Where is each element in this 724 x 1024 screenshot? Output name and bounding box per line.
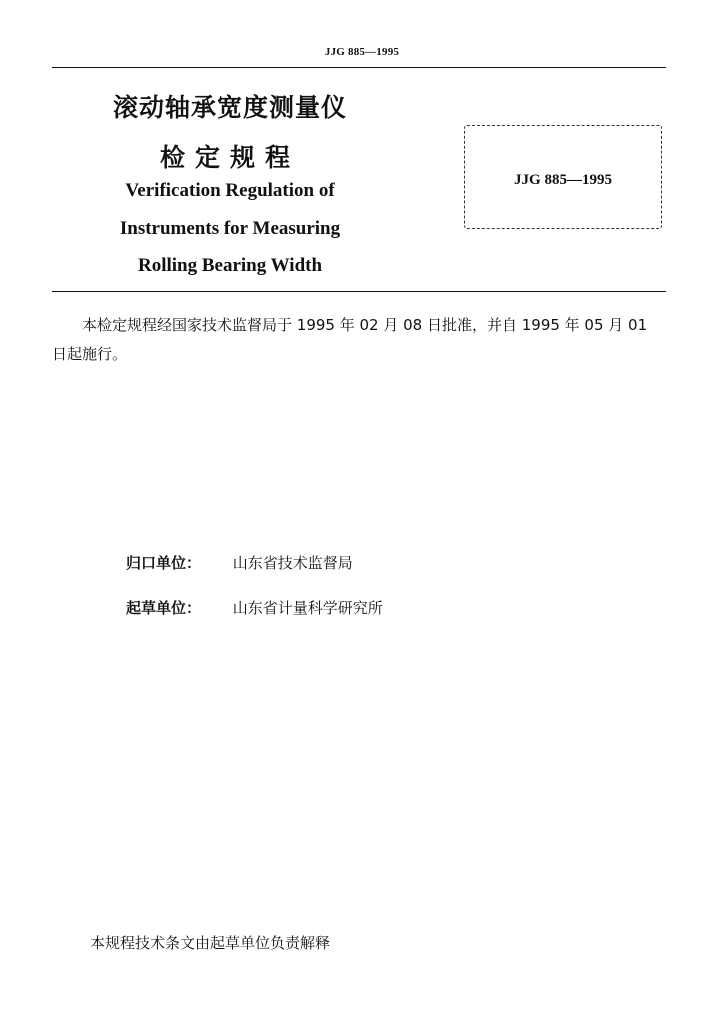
title-chinese-line1: 滚动轴承宽度测量仪 — [112, 93, 347, 122]
footer-interpretation-note: 本规程技术条文由起草单位负责解释 — [90, 934, 331, 952]
responsible-unit-value: 山东省技术监督局 — [232, 554, 353, 572]
top-divider — [52, 67, 666, 68]
drafting-unit-row — [126, 597, 383, 618]
header-standard-code: JJG 885—1995 — [324, 46, 400, 58]
responsible-unit-label: 归口单位： — [126, 554, 202, 572]
responsible-unit-row — [126, 552, 353, 573]
standard-code-box-text: JJG 885—1995 — [514, 172, 612, 188]
middle-divider — [52, 291, 666, 292]
title-english-line3: Rolling Bearing Width — [137, 255, 323, 276]
approval-statement: 本检定规程经国家技术监督局于 1995 年 02 月 08 日批准，并自 1995 年 05 月 01 日起施行。 — [52, 316, 648, 363]
drafting-unit-label: 起草单位： — [126, 599, 202, 617]
standard-code-box — [464, 125, 662, 229]
title-english-line2: Instruments for Measuring — [119, 218, 341, 239]
title-english-line1: Verification Regulation of — [125, 180, 335, 201]
title-chinese-line2: 检定规程 — [159, 143, 300, 172]
drafting-unit-value: 山东省计量科学研究所 — [232, 599, 383, 617]
